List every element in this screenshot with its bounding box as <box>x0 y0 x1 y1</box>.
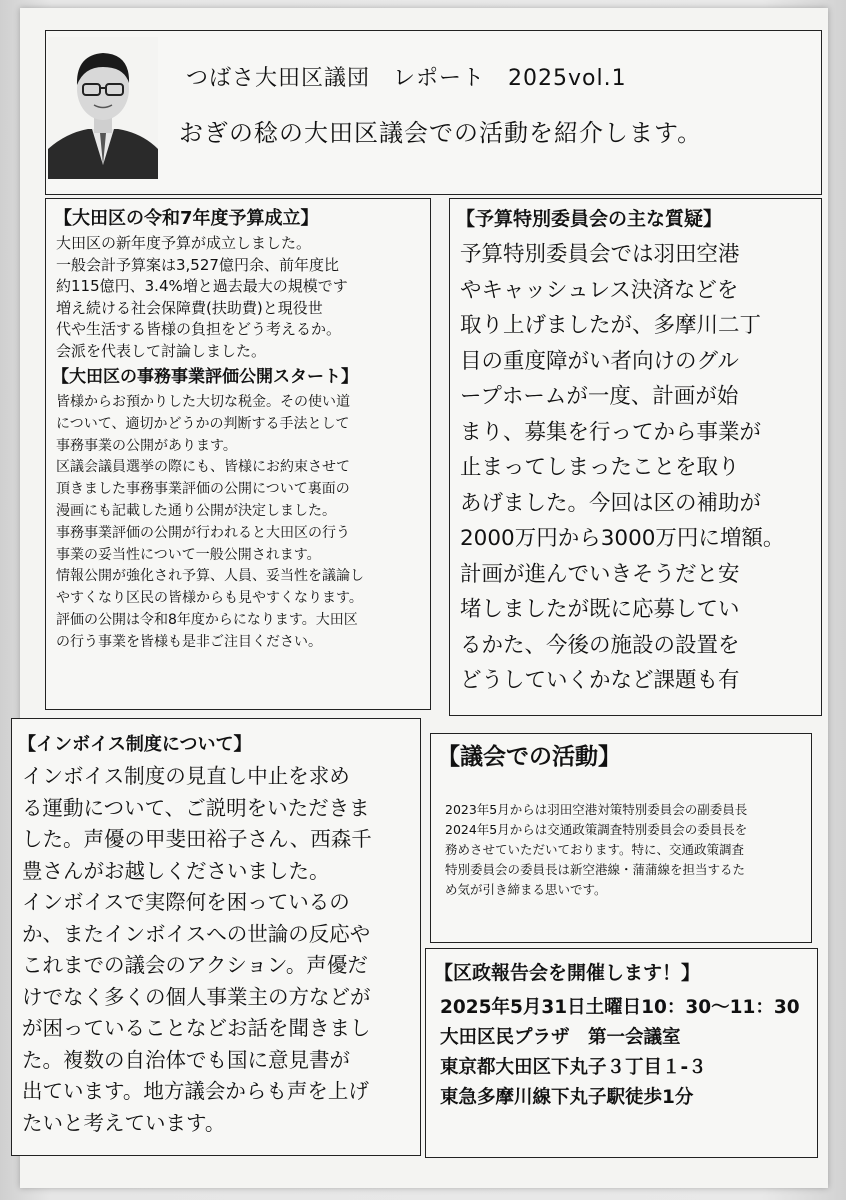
committee-line: 予算特別委員会では羽田空港 <box>460 242 740 267</box>
report-access: 東急多摩川線下丸子駅徒歩1分 <box>440 1087 694 1108</box>
invoice-line: した。声優の甲斐田裕子さん、西森千 <box>22 827 372 851</box>
budget-line: 一般会計予算案は3,527億円余、前年度比 <box>56 255 339 274</box>
activity-body <box>445 800 747 900</box>
report-heading: 【区政報告会を開催します！】 <box>434 962 701 984</box>
committee-heading: 【予算特別委員会の主な質疑】 <box>456 208 723 230</box>
header-subtitle: おぎの稔の大田区議会での活動を紹介します。 <box>179 119 703 147</box>
invoice-line: 豊さんがお越しくださいました。 <box>22 858 330 883</box>
committee-body <box>460 237 784 699</box>
invoice-line: る運動について、ご説明をいただきま <box>22 795 370 820</box>
committee-line: 止まってしまったことを取り <box>460 455 740 480</box>
portrait-photo <box>48 37 158 179</box>
budget-section <box>45 198 431 710</box>
budget-line: 大田区の新年度予算が成立しました。 <box>56 234 312 252</box>
evaluation-line: について、適切かどうかの判断する手法として <box>56 415 350 432</box>
evaluation-line: 頂きました事務事業評価の公開について裏面の <box>56 481 350 498</box>
committee-line: あげました。今回は区の補助が <box>460 490 762 516</box>
invoice-line: た。複数の自治体でも国に意見書が <box>22 1047 350 1072</box>
committee-section <box>449 198 822 716</box>
report-address: 東京都大田区下丸子３丁目１-３ <box>440 1057 707 1078</box>
committee-line: やキャッシュレス決済などを <box>460 277 739 303</box>
committee-line: 目の重度障がい者向けのグル <box>460 348 739 374</box>
activity-line: 2024年5月からは交通政策調査特別委員会の委員長を <box>445 822 748 837</box>
header-box <box>45 30 822 195</box>
invoice-line: インボイス制度の見直し中止を求め <box>22 764 350 788</box>
budget-line: 約115億円、3.4%増と過去最大の規模です <box>56 277 348 295</box>
report-venue: 大田区民プラザ 第一会議室 <box>440 1027 681 1048</box>
invoice-line: が困っていることなどお話を聞きまし <box>22 1016 371 1040</box>
evaluation-line: 評価の公開は令和8年度からになります。大田区 <box>56 611 358 628</box>
committee-line: ープホームが一度、計画が始 <box>460 384 739 409</box>
activity-section <box>430 733 812 943</box>
header-title: つばさ大田区議団 レポート 2025vol.1 <box>186 66 627 91</box>
invoice-line: これまでの議会のアクション。声優だ <box>22 953 368 977</box>
invoice-line: か、またインボイスへの世論の反応や <box>22 921 371 946</box>
evaluation-line: やすくなり区民の皆様からも見やすくなります。 <box>56 590 363 607</box>
activity-line: め気が引き締まる思いです。 <box>445 882 607 897</box>
committee-line: 堵しましたが既に応募してい <box>460 597 740 622</box>
report-body <box>440 993 800 1113</box>
evaluation-line: 事務事業評価の公開が行われると大田区の行う <box>56 524 350 541</box>
committee-line: 取り上げましたが、多摩川二丁 <box>460 313 762 338</box>
evaluation-line: 事業の妥当性について一般公開されます。 <box>56 546 321 563</box>
evaluation-heading: 【大田区の事務事業評価公開スタート】 <box>52 367 358 387</box>
evaluation-line: の行う事業を皆様も是非ご注目ください。 <box>56 633 322 650</box>
activity-line: 2023年5月からは羽田空港対策特別委員会の副委員長 <box>445 802 748 817</box>
budget-line: 増え続ける社会保障費(扶助費)と現役世 <box>56 298 323 317</box>
evaluation-body <box>56 392 364 654</box>
budget-body <box>56 233 348 362</box>
evaluation-line: 区議会議員選挙の際にも、皆様にお約束させて <box>56 459 350 476</box>
evaluation-line: 情報公開が強化され予算、人員、妥当性を議論し <box>56 568 364 585</box>
invoice-section <box>11 718 421 1156</box>
evaluation-line: 漫画にも記載した通り公開が決定しました。 <box>56 502 336 519</box>
committee-line: 計画が進んでいきそうだと安 <box>460 561 740 587</box>
budget-line: 代や生活する皆様の負担をどう考えるか。 <box>56 320 342 338</box>
committee-line: るかた、今後の施設の設置を <box>460 632 740 658</box>
invoice-line: インボイスで実際何を困っているの <box>22 890 350 914</box>
evaluation-line: 皆様からお預かりした大切な税金。その使い道 <box>56 394 350 410</box>
committee-line: まり、募集を行ってから事業が <box>460 419 762 445</box>
activity-line: 務めさせていただいております。特に、交通政策調査 <box>445 842 745 857</box>
report-datetime: 2025年5月31日土曜日10：30～11：30 <box>440 997 800 1018</box>
committee-line: 2000万円から3000万円に増額。 <box>460 526 785 551</box>
evaluation-line: 事務事業の公開があります。 <box>56 437 237 454</box>
invoice-line: けでなく多くの個人事業主の方などが <box>22 984 371 1009</box>
budget-line: 会派を代表して討論しました。 <box>56 341 267 360</box>
committee-line: どうしていくかなど課題も有 <box>460 668 740 693</box>
invoice-line: たいと考えています。 <box>22 1110 226 1135</box>
invoice-line: 出ています。地方議会からも声を上げ <box>22 1079 369 1103</box>
activity-line: 特別委員会の委員長は新空港線・蒲蒲線を担当するた <box>445 862 746 877</box>
report-meeting-section <box>425 948 818 1158</box>
invoice-heading: 【インボイス制度について】 <box>18 734 252 755</box>
activity-heading: 【議会での活動】 <box>437 744 621 770</box>
invoice-body <box>22 761 372 1139</box>
budget-heading: 【大田区の令和7年度予算成立】 <box>54 208 319 229</box>
